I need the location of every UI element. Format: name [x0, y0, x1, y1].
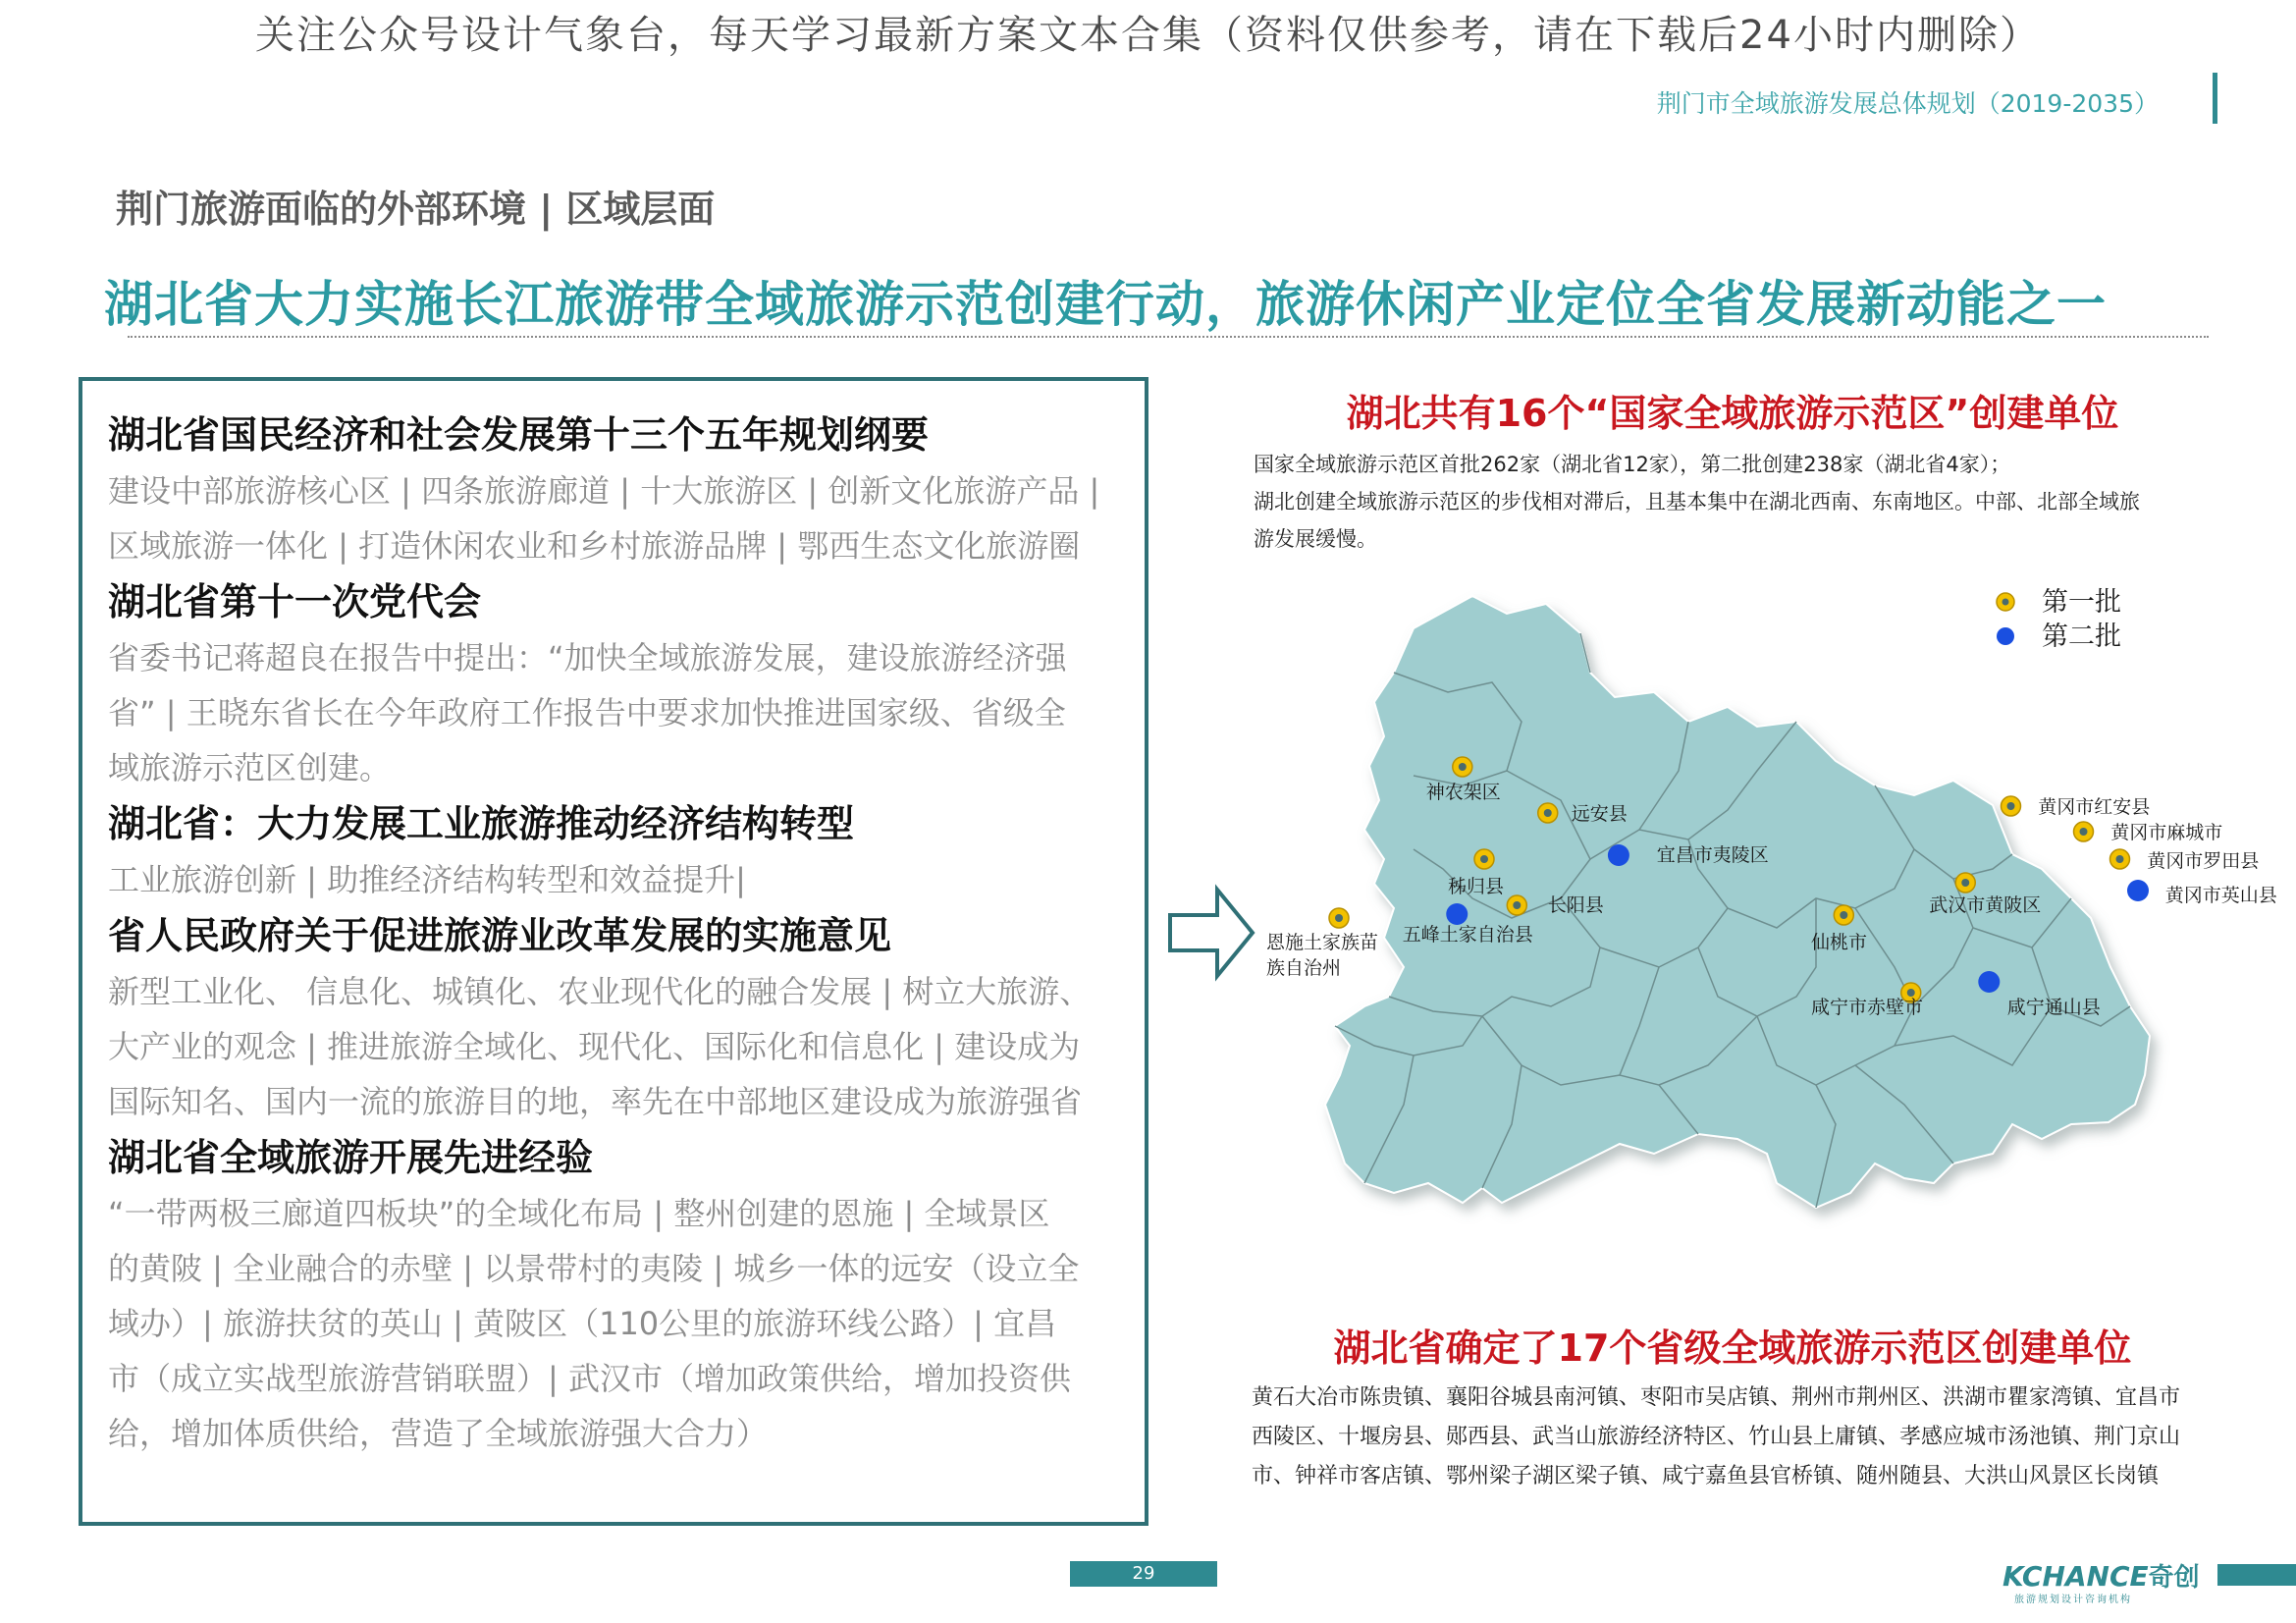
map-place-label: 远安县	[1571, 803, 1628, 825]
map-place-label: 神农架区	[1425, 782, 1501, 803]
policy-line: 国际知名、国内一流的旅游目的地，率先在中部地区建设成为旅游强省	[108, 1083, 1083, 1120]
provincial-line: 西陵区、十堰房县、郧西县、武当山旅游经济特区、竹山县上庸镇、孝感应城市汤池镇、荆门京山	[1252, 1425, 2181, 1449]
policy-heading: 湖北省全域旅游开展先进经验	[108, 1136, 594, 1179]
map-place-label: 宜昌市夷陵区	[1656, 844, 1769, 866]
policy-line: 建设中部旅游核心区 | 四条旅游廊道 | 十大旅游区 | 创新文化旅游产品 |	[108, 472, 1100, 510]
policy-heading: 省人民政府关于促进旅游业改革发展的实施意见	[108, 914, 892, 957]
policy-line: 区域旅游一体化 | 打造休闲农业和乡村旅游品牌 | 鄂西生态文化旅游圈	[108, 527, 1081, 565]
second-batch-marker	[1446, 903, 1468, 925]
policy-block	[108, 1129, 1119, 1461]
map-section-title: 湖北共有16个“国家全域旅游示范区”创建单位	[1346, 392, 2119, 435]
provincial-section-title: 湖北省确定了17个省级全域旅游示范区创建单位	[1333, 1326, 2132, 1370]
page-headline: 湖北省大力实施长江旅游带全域旅游示范创建行动，旅游休闲产业定位全省发展新动能之一	[104, 276, 2107, 333]
map-section-desc	[1254, 446, 2235, 558]
map-place-label: 长阳县	[1547, 894, 1604, 916]
marker-center-dot	[1544, 809, 1552, 817]
report-title: 荆门市全域旅游发展总体规划（2019-2035）	[1656, 89, 2159, 118]
page-number: 29	[1132, 1563, 1155, 1584]
policy-line: 新型工业化、 信息化、城镇化、农业现代化的融合发展 | 树立大旅游、	[108, 973, 1092, 1010]
map-place-label: 咸宁市赤壁市	[1811, 997, 1924, 1018]
footer-accent-bar	[2217, 1564, 2296, 1586]
logo-wordmark: KCHANCE	[2002, 1560, 2149, 1593]
marker-center-dot	[1840, 911, 1847, 919]
map-place-label: 恩施土家族苗	[1266, 932, 1379, 953]
brand-logo	[2002, 1557, 2200, 1594]
policy-line: “一带两极三廊道四板块”的全域化布局 | 整州创建的恩施 | 全域景区	[108, 1195, 1050, 1232]
provincial-line: 市、钟祥市客店镇、鄂州梁子湖区梁子镇、咸宁嘉鱼县官桥镇、随州随县、大洪山风景区长岗镇	[1252, 1464, 2160, 1488]
right-arrow-icon	[1166, 884, 1256, 982]
headline-divider	[128, 336, 2209, 338]
map-place-label: 黄冈市红安县	[2038, 796, 2151, 818]
legend-first-label: 第一批	[2042, 587, 2121, 618]
desc-line: 游发展缓慢。	[1254, 527, 1377, 551]
marker-center-dot	[1961, 879, 1969, 887]
policy-line: 省” | 王晓东省长在今年政府工作报告中要求加快推进国家级、省级全	[108, 694, 1066, 731]
marker-center-dot	[1480, 855, 1488, 863]
marker-center-dot	[1907, 989, 1915, 997]
title-accent-bar	[2213, 73, 2217, 124]
hubei-map	[1266, 574, 2277, 1271]
marker-center-dot	[1513, 901, 1521, 909]
desc-line: 湖北创建全域旅游示范区的步伐相对滞后，且基本集中在湖北西南、东南地区。中部、北部全域旅	[1254, 490, 2140, 514]
map-place-label: 黄冈市罗田县	[2147, 850, 2260, 872]
legend-second-label: 第二批	[2042, 622, 2121, 652]
policy-line: 给，增加体质供给，营造了全域旅游强大合力）	[108, 1415, 769, 1452]
policy-block	[108, 406, 1119, 573]
policy-heading: 湖北省国民经济和社会发展第十三个五年规划纲要	[108, 413, 930, 457]
hubei-map-svg	[1266, 574, 2277, 1271]
map-place-label: 仙桃市	[1811, 932, 1868, 953]
second-batch-marker	[1608, 844, 1629, 866]
desc-line: 国家全域旅游示范区首批262家（湖北省12家），第二批创建238家（湖北省4家）；	[1254, 453, 2011, 476]
policy-heading: 湖北省第十一次党代会	[108, 580, 482, 623]
policy-line: 工业旅游创新 | 助推经济结构转型和效益提升|	[108, 861, 746, 898]
marker-center-dot	[2007, 802, 2015, 810]
map-place-label: 黄冈市英山县	[2164, 885, 2277, 906]
policy-line: 大产业的观念 | 推进旅游全域化、现代化、国际化和信息化 | 建设成为	[108, 1028, 1081, 1065]
section-label: 荆门旅游面临的外部环境 | 区域层面	[116, 188, 716, 231]
policy-box	[79, 377, 1148, 1526]
marker-center-dot	[2116, 855, 2124, 863]
policy-line: 域旅游示范区创建。	[108, 749, 392, 786]
marker-center-dot	[1335, 914, 1343, 922]
marker-center-dot	[2080, 828, 2088, 836]
map-place-label: 五峰土家自治县	[1402, 924, 1533, 946]
policy-line: 省委书记蒋超良在报告中提出：“加快全域旅游发展，建设旅游经济强	[108, 639, 1067, 676]
map-place-label: 秭归县	[1448, 876, 1505, 897]
map-place-label: 族自治州	[1266, 957, 1342, 979]
provincial-line: 黄石大冶市陈贵镇、襄阳谷城县南河镇、枣阳市吴店镇、荆州市荆州区、洪湖市瞿家湾镇、宜昌市	[1252, 1385, 2181, 1410]
map-place-label: 咸宁通山县	[2006, 997, 2101, 1018]
policy-block	[108, 573, 1119, 795]
map-legend	[1997, 587, 2121, 652]
policy-heading: 湖北省：大力发展工业旅游推动经济结构转型	[108, 802, 855, 845]
policy-block	[108, 795, 1119, 907]
second-batch-marker	[2127, 880, 2149, 901]
policy-line: 的黄陂 | 全业融合的赤壁 | 以景带村的夷陵 | 城乡一体的远安（设立全	[108, 1250, 1080, 1287]
map-place-label: 黄冈市麻城市	[2110, 822, 2223, 843]
policy-line: 市（成立实战型旅游营销联盟）| 武汉市（增加政策供给，增加投资供	[108, 1360, 1071, 1397]
second-batch-marker	[1978, 971, 2000, 993]
policy-line: 域办）| 旅游扶贫的英山 | 黄陂区（110公里的旅游环线公路）| 宜昌	[108, 1305, 1057, 1342]
legend-second-marker	[1997, 627, 2014, 645]
legend-first-marker-dot	[2002, 599, 2009, 606]
provincial-section-list	[1252, 1379, 2233, 1496]
policy-block	[108, 907, 1119, 1129]
logo-cn: 奇创	[2148, 1563, 2200, 1593]
map-place-label: 武汉市黄陂区	[1929, 894, 2042, 916]
top-notice: 关注公众号设计气象台，每天学习最新方案文本合集（资料仅供参考，请在下载后24小时内删除）	[255, 13, 2041, 58]
marker-center-dot	[1459, 763, 1467, 771]
logo-tagline: 旅游规划设计咨询机构	[2014, 1595, 2132, 1605]
